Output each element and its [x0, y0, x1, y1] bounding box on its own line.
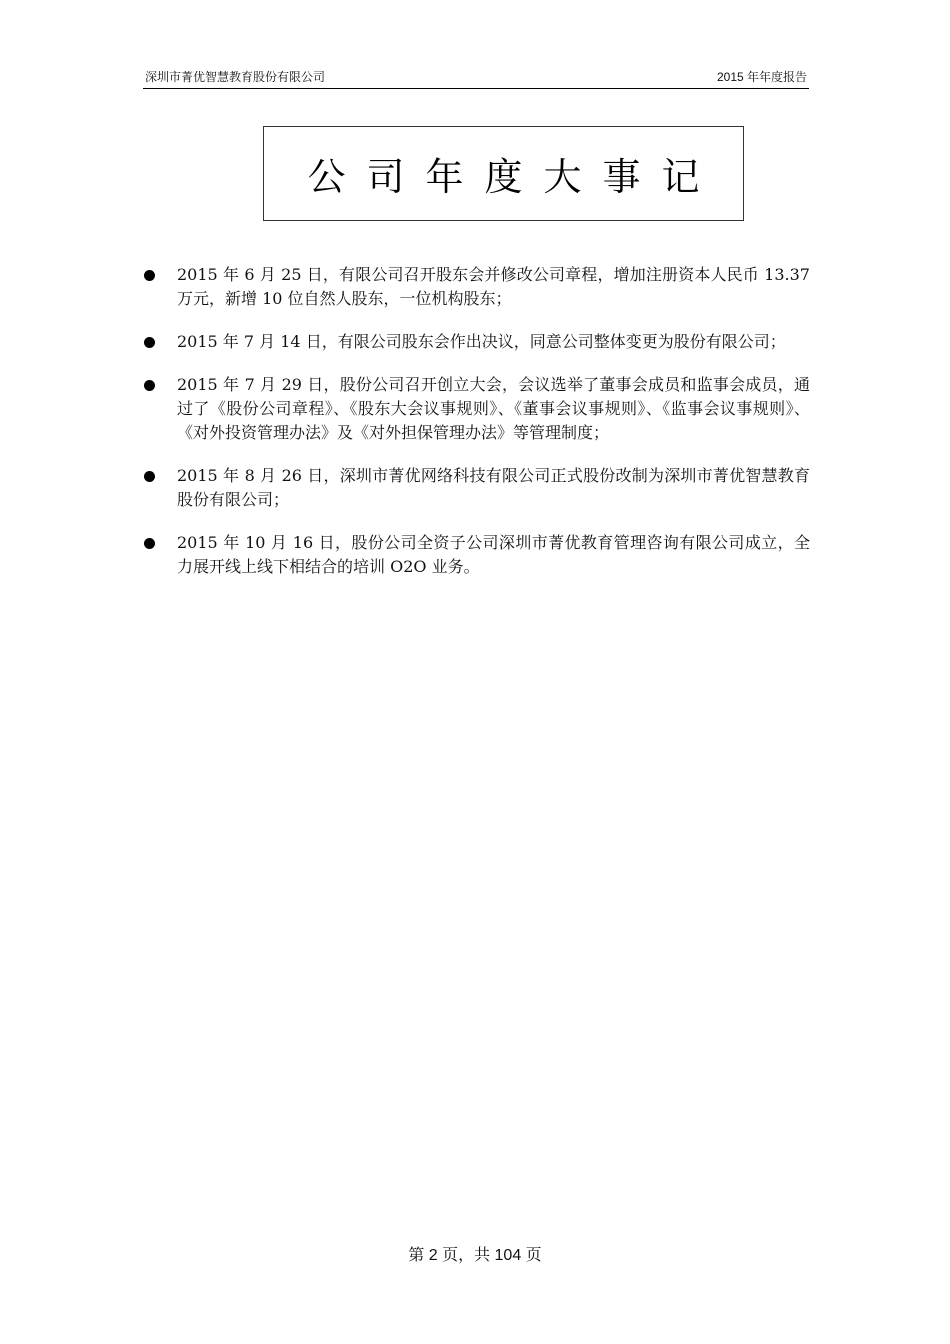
event-item [140, 464, 810, 512]
event-item [140, 330, 810, 354]
bullet-icon [144, 270, 155, 281]
event-item [140, 263, 810, 311]
event-text: 2015 年 6 月 25 日，有限公司召开股东会并修改公司章程，增加注册资本人民币 13.37 万元，新增 10 位自然人股东，一位机构股东； [177, 265, 810, 308]
bullet-icon [144, 380, 155, 391]
event-item [140, 531, 810, 579]
event-text: 2015 年 7 月 29 日，股份公司召开创立大会，会议选举了董事会成员和监事会成员，通过了《股份公司章程》、《股东大会议事规则》、《董事会议事规则》、《监事会议事规则》、《对外投资管理办法》及《对外担保管理办法》等管理制度； [177, 375, 810, 442]
bullet-icon [144, 337, 155, 348]
header-company-name: 深圳市菁优智慧教育股份有限公司 [145, 70, 326, 84]
event-text: 2015 年 10 月 16 日，股份公司全资子公司深圳市菁优教育管理咨询有限公司成立，全力展开线上线下相结合的培训 O2O 业务。 [177, 533, 810, 576]
header-report-title: 2015 年年度报告 [716, 70, 807, 84]
event-text: 2015 年 8 月 26 日，深圳市菁优网络科技有限公司正式股份改制为深圳市菁优智慧教育股份有限公司； [177, 466, 810, 509]
title-box [263, 126, 744, 221]
page-header [143, 66, 809, 89]
page-number: 第 2 页，共 104 页 [408, 1247, 542, 1264]
bullet-icon [144, 471, 155, 482]
event-list [140, 263, 810, 598]
page-title: 公司年度大事记 [307, 155, 721, 199]
event-text: 2015 年 7 月 14 日，有限公司股东会作出决议，同意公司整体变更为股份有限公司； [177, 332, 786, 351]
bullet-icon [144, 538, 155, 549]
event-item [140, 373, 810, 445]
